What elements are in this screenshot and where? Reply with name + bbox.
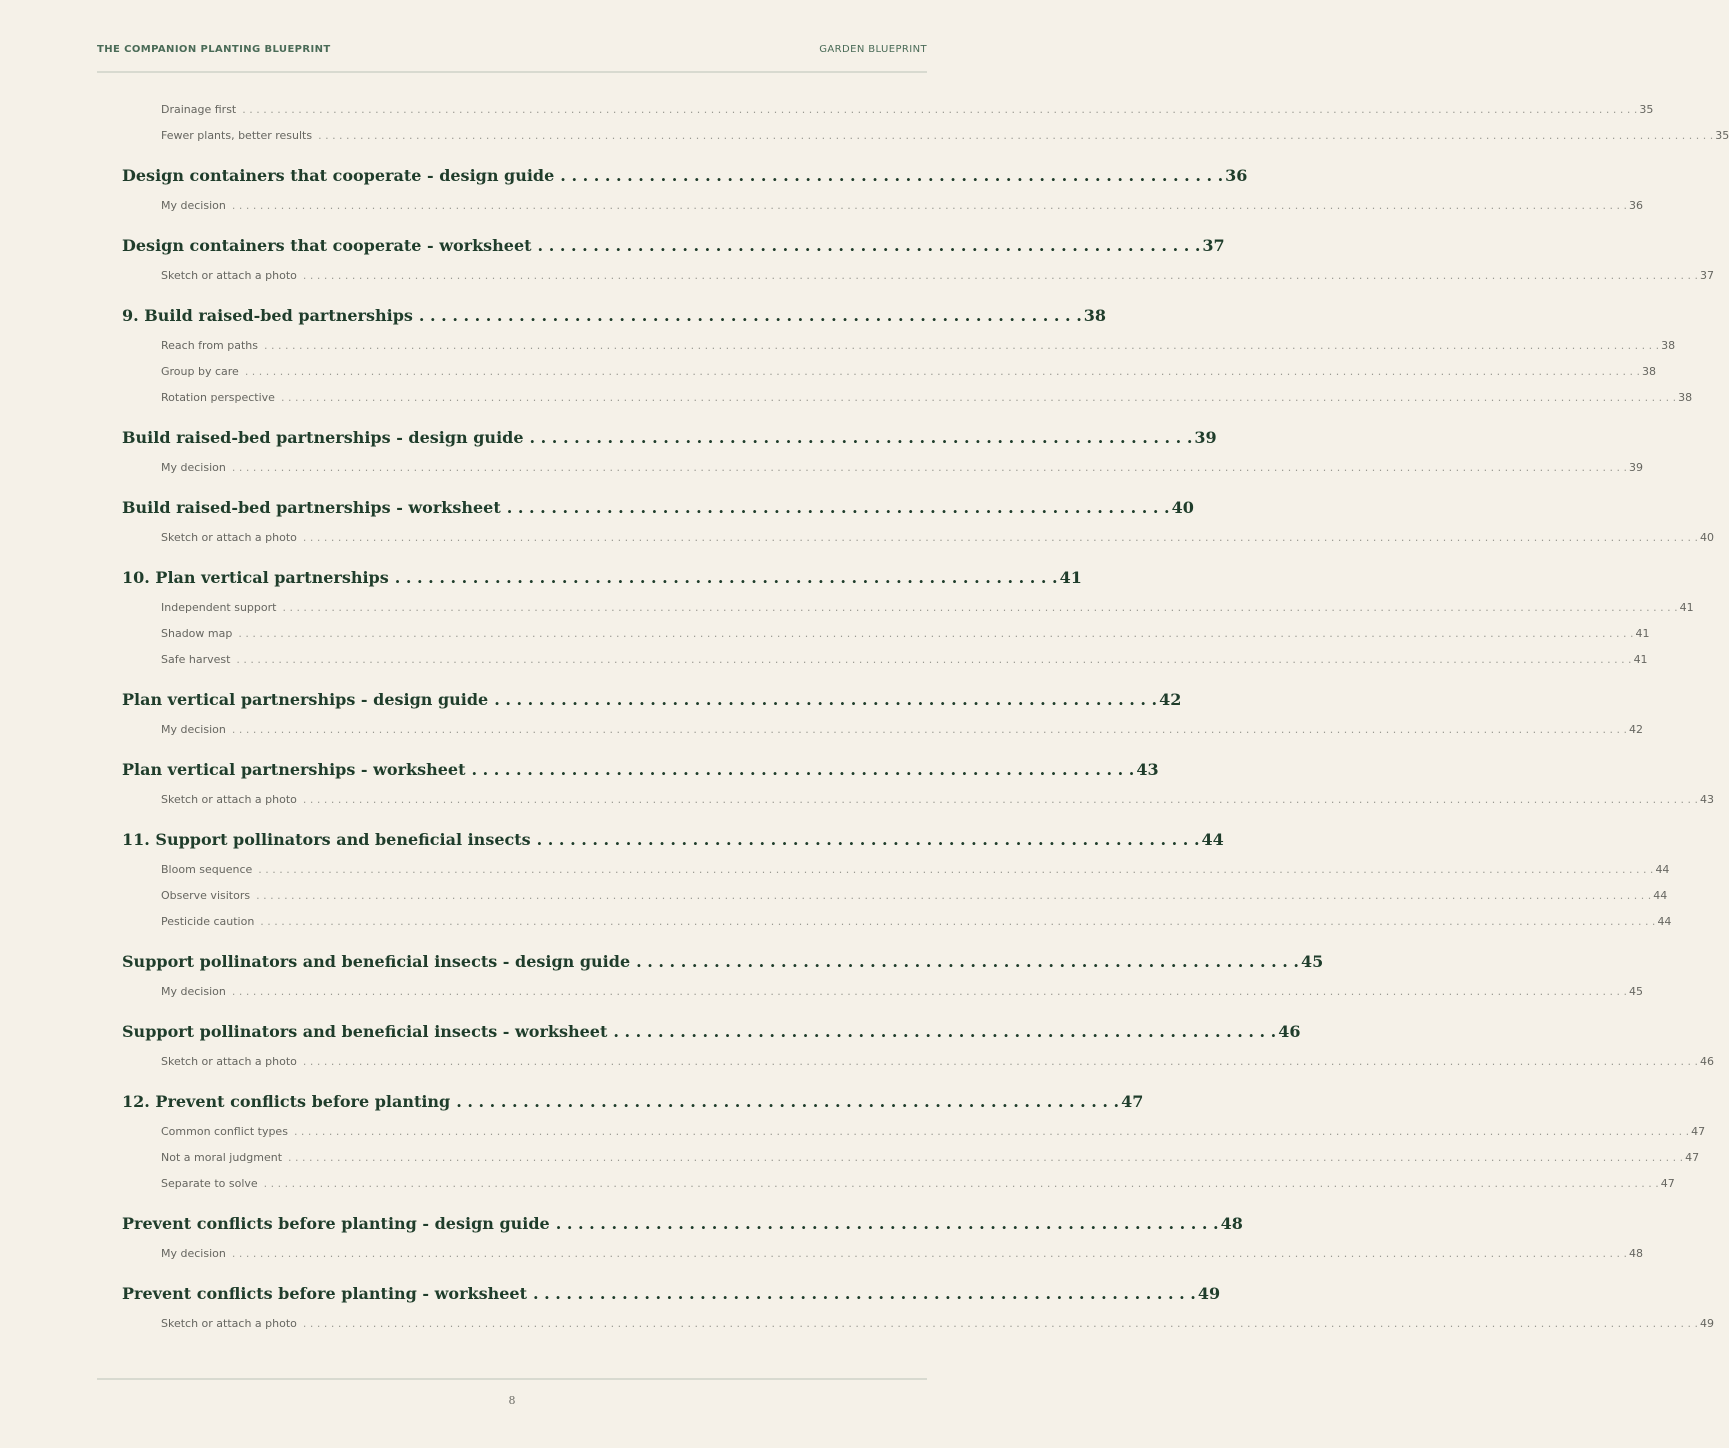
dot-leader: . . . . . . . . . . . . . . . . . . . . . . . . . . . . . . . . . . . . . . . . . . . . . . . . . . . . . . . . . . . . . . . . . . . . . . . . . . . . . . . . . . . . . . . . . . . . . . . . . . . . . . . . . . . . . . . . . . . . . . . . . . . . . . . . . . . . . . . . . . . . . . . . . . . . . . . . . . . . . . . . . . . . . . . . . . . . . . . . . . . . . . . . . . . . . . . . . . . . . . . . xyxy=(244,365,1640,378)
toc-entry-title: Support pollinators and beneficial insects - worksheet xyxy=(122,1022,608,1041)
toc-entry-title: Support pollinators and beneficial insects - design guide xyxy=(122,952,631,971)
toc-subentry[interactable] xyxy=(161,129,1729,147)
dot-leader: . . . . . . . . . . . . . . . . . . . . . . . . . . . . . . . . . . . . . . . . . . . . . . . . . . . . . . . . . . . . . . . . . . . . . . . . . . . . . . . . . . . . . . . . . . . . . . . . . . . . . . . . . . . . . . . . . . . . . . . . . . . . . . . . . . . . . . . . . . . . . . . . . . . . . . . . . . . . . . . . . . . . . . . . . . . . . . . . . . . . . . . . . . . . . . . . . . . . . . . . xyxy=(264,339,1660,352)
toc-page-number: 49 xyxy=(1197,1284,1221,1303)
toc-page-number: 44 xyxy=(1201,830,1224,849)
toc-entry[interactable] xyxy=(122,306,1107,330)
dot-leader: . . . . . . . . . . . . . . . . . . . . . . . . . . . . . . . . . . . . . . . . . . . . . . . . . . . . . . . . . . . . . . . . . . . . . . . . . . . . . . . . . . . . . . . . . . . . . . . . . . . . . . . . . . . . . . . . . . . . . . . . . . . . . . . . . . . . . . . . . . . . . . . . . . . . . . . . . . . . . . . . . . . . . . . . . . . . . . . . . . . . . . . . . . . . . . . . . . . . . . . . xyxy=(282,601,1678,614)
toc-entry-title: My decision xyxy=(161,723,226,736)
toc-page-number: 35 xyxy=(1715,129,1729,142)
dot-leader: . . . . . . . . . . . . . . . . . . . . . . . . . . . . . . . . . . . . . . . . . . . . . . . . . . . . . . . . . . . . xyxy=(532,1284,1196,1303)
toc-entry-title: Group by care xyxy=(161,365,239,378)
toc-page-number: 38 xyxy=(1083,306,1107,325)
toc-subentry[interactable] xyxy=(161,1247,1643,1265)
toc-entry-title: 11. Support pollinators and beneficial insects xyxy=(122,830,531,849)
toc-page-number: 45 xyxy=(1301,952,1324,971)
toc-subentry[interactable] xyxy=(161,653,1648,671)
dot-leader: . . . . . . . . . . . . . . . . . . . . . . . . . . . . . . . . . . . . . . . . . . . . . . . . . . . . . . . . . . . . . . . . . . . . . . . . . . . . . . . . . . . . . . . . . . . . . . . . . . . . . . . . . . . . . . . . . . . . . . . . . . . . . . . . . . . . . . . . . . . . . . . . . . . . . . . . . . . . . . . . . . . . . . . . . . . . . . . . . . . . . . . . . . . . . . . . . . . . . . . . xyxy=(231,985,1627,998)
dot-leader: . . . . . . . . . . . . . . . . . . . . . . . . . . . . . . . . . . . . . . . . . . . . . . . . . . . . . . . . . . . . . . . . . . . . . . . . . . . . . . . . . . . . . . . . . . . . . . . . . . . . . . . . . . . . . . . . . . . . . . . . . . . . . . . . . . . . . . . . . . . . . . . . . . . . . . . . . . . . . . . . . . . . . . . . . . . . . . . . . . . . . . . . . . . . . . . . . . . . . . . . xyxy=(302,793,1699,806)
toc-subentry[interactable] xyxy=(161,863,1670,881)
dot-leader: . . . . . . . . . . . . . . . . . . . . . . . . . . . . . . . . . . . . . . . . . . . . . . . . . . . . . . . . . . . . xyxy=(636,952,1299,971)
toc-entry-title: Common conflict types xyxy=(161,1125,288,1138)
toc-subentry[interactable] xyxy=(161,793,1715,811)
toc-page-number: 41 xyxy=(1633,653,1648,666)
toc-page-number: 36 xyxy=(1628,199,1643,212)
toc-subentry[interactable] xyxy=(161,531,1715,549)
dot-leader: . . . . . . . . . . . . . . . . . . . . . . . . . . . . . . . . . . . . . . . . . . . . . . . . . . . . . . . . . . . . . . . . . . . . . . . . . . . . . . . . . . . . . . . . . . . . . . . . . . . . . . . . . . . . . . . . . . . . . . . . . . . . . . . . . . . . . . . . . . . . . . . . . . . . . . . . . . . . . . . . . . . . . . . . . . . . . . . . . . . . . . . . . . . . . . . . . . . . . . . . xyxy=(302,1055,1699,1068)
toc-subentry[interactable] xyxy=(161,601,1694,619)
dot-leader: . . . . . . . . . . . . . . . . . . . . . . . . . . . . . . . . . . . . . . . . . . . . . . . . . . . . . . . . . . . . . . . . . . . . . . . . . . . . . . . . . . . . . . . . . . . . . . . . . . . . . . . . . . . . . . . . . . . . . . . . . . . . . . . . . . . . . . . . . . . . . . . . . . . . . . . . . . . . . . . . . . . . . . . . . . . . . . . . . . . . . . . . . . . . . . . . . . . . . . . . xyxy=(231,461,1627,474)
toc-entry-title: 12. Prevent conflicts before planting xyxy=(122,1092,451,1111)
book-title: THE COMPANION PLANTING BLUEPRINT xyxy=(97,44,331,55)
toc-entry[interactable] xyxy=(122,760,1159,784)
toc-page-number: 44 xyxy=(1653,889,1668,902)
dot-leader: . . . . . . . . . . . . . . . . . . . . . . . . . . . . . . . . . . . . . . . . . . . . . . . . . . . . . . . . . . . . xyxy=(537,236,1201,255)
toc-entry-title: Sketch or attach a photo xyxy=(161,1317,297,1330)
dot-leader: . . . . . . . . . . . . . . . . . . . . . . . . . . . . . . . . . . . . . . . . . . . . . . . . . . . . . . . . . . . . . . . . . . . . . . . . . . . . . . . . . . . . . . . . . . . . . . . . . . . . . . . . . . . . . . . . . . . . . . . . . . . . . . . . . . . . . . . . . . . . . . . . . . . . . . . . . . . . . . . . . . . . . . . . . . . . . . . . . . . . . . . . . . . . . . . . . . . . . . . . xyxy=(236,653,1632,666)
dot-leader: . . . . . . . . . . . . . . . . . . . . . . . . . . . . . . . . . . . . . . . . . . . . . . . . . . . . . . . . . . . . . . . . . . . . . . . . . . . . . . . . . . . . . . . . . . . . . . . . . . . . . . . . . . . . . . . . . . . . . . . . . . . . . . . . . . . . . . . . . . . . . . . . . . . . . . . . . . . . . . . . . . . . . . . . . . . . . . . . . . . . . . . . . . . . . . . . . . . . . . . . xyxy=(293,1125,1690,1138)
dot-leader: . . . . . . . . . . . . . . . . . . . . . . . . . . . . . . . . . . . . . . . . . . . . . . . . . . . . . . . . . . . . xyxy=(555,1214,1219,1233)
dot-leader: . . . . . . . . . . . . . . . . . . . . . . . . . . . . . . . . . . . . . . . . . . . . . . . . . . . . . . . . . . . . xyxy=(456,1092,1120,1111)
toc-page-number: 38 xyxy=(1678,391,1693,404)
toc-entry-title: Not a moral judgment xyxy=(161,1151,283,1164)
toc-subentry[interactable] xyxy=(161,915,1672,933)
toc-page-number: 39 xyxy=(1628,461,1643,474)
toc-subentry[interactable] xyxy=(161,889,1668,907)
toc-subentry[interactable] xyxy=(161,985,1643,1003)
dot-leader: . . . . . . . . . . . . . . . . . . . . . . . . . . . . . . . . . . . . . . . . . . . . . . . . . . . . . . . . . . . . . . . . . . . . . . . . . . . . . . . . . . . . . . . . . . . . . . . . . . . . . . . . . . . . . . . . . . . . . . . . . . . . . . . . . . . . . . . . . . . . . . . . . . . . . . . . . . . . . . . . . . . . . . . . . . . . . . . . . . . . . . . . . . . . . . . . . . . . . . . . xyxy=(231,723,1627,736)
dot-leader: . . . . . . . . . . . . . . . . . . . . . . . . . . . . . . . . . . . . . . . . . . . . . . . . . . . . . . . . . . . . . . . . . . . . . . . . . . . . . . . . . . . . . . . . . . . . . . . . . . . . . . . . . . . . . . . . . . . . . . . . . . . . . . . . . . . . . . . . . . . . . . . . . . . . . . . . . . . . . . . . . . . . . . . . . . . . . . . . . . . . . . . . . . . . . . . . . . . . . . . . xyxy=(260,915,1656,928)
toc-page-number: 36 xyxy=(1225,166,1248,185)
toc-entry[interactable] xyxy=(122,952,1324,976)
dot-leader: . . . . . . . . . . . . . . . . . . . . . . . . . . . . . . . . . . . . . . . . . . . . . . . . . . . . . . . . . . . . xyxy=(418,306,1082,325)
toc-entry-title: Plan vertical partnerships - worksheet xyxy=(122,760,466,779)
toc-subentry[interactable] xyxy=(161,1055,1715,1073)
toc-entry-title: Safe harvest xyxy=(161,653,231,666)
toc-page-number: 40 xyxy=(1700,531,1715,544)
toc-entry-title: My decision xyxy=(161,461,226,474)
dot-leader: . . . . . . . . . . . . . . . . . . . . . . . . . . . . . . . . . . . . . . . . . . . . . . . . . . . . . . . . . . . . . . . . . . . . . . . . . . . . . . . . . . . . . . . . . . . . . . . . . . . . . . . . . . . . . . . . . . . . . . . . . . . . . . . . . . . . . . . . . . . . . . . . . . . . . . . . . . . . . . . . . . . . . . . . . . . . . . . . . . . . . . . . . . . . . . . . . . . . . . . . xyxy=(258,863,1654,876)
dot-leader: . . . . . . . . . . . . . . . . . . . . . . . . . . . . . . . . . . . . . . . . . . . . . . . . . . . . . . . . . . . . xyxy=(529,428,1193,447)
toc-entry[interactable] xyxy=(122,1214,1243,1238)
toc-entry[interactable] xyxy=(122,568,1082,592)
toc-entry-title: Separate to solve xyxy=(161,1177,258,1190)
toc-entry-title: Bloom sequence xyxy=(161,863,253,876)
toc-subentry[interactable] xyxy=(161,103,1654,121)
toc-entry[interactable] xyxy=(122,236,1225,260)
toc-entry-title: Design containers that cooperate - design guide xyxy=(122,166,555,185)
dot-leader: . . . . . . . . . . . . . . . . . . . . . . . . . . . . . . . . . . . . . . . . . . . . . . . . . . . . . . . . . . . . . . . . . . . . . . . . . . . . . . . . . . . . . . . . . . . . . . . . . . . . . . . . . . . . . . . . . . . . . . . . . . . . . . . . . . . . . . . . . . . . . . . . . . . . . . . . . . . . . . . . . . . . . . . . . . . . . . . . . . . . . . . . . . . . . . . . . . . . . . . . xyxy=(263,1177,1659,1190)
dot-leader: . . . . . . . . . . . . . . . . . . . . . . . . . . . . . . . . . . . . . . . . . . . . . . . . . . . . . . . . . . . . . . . . . . . . . . . . . . . . . . . . . . . . . . . . . . . . . . . . . . . . . . . . . . . . . . . . . . . . . . . . . . . . . . . . . . . . . . . . . . . . . . . . . . . . . . . . . . . . . . . . . . . . . . . . . . . . . . . . . . . . . . . . . . . . . . . . . . . . . . . . xyxy=(238,627,1634,640)
toc-page-number: 47 xyxy=(1121,1092,1144,1111)
toc-entry-title: Rotation perspective xyxy=(161,391,275,404)
dot-leader: . . . . . . . . . . . . . . . . . . . . . . . . . . . . . . . . . . . . . . . . . . . . . . . . . . . . . . . . . . . . xyxy=(506,498,1170,517)
toc-entry[interactable] xyxy=(122,428,1217,452)
dot-leader: . . . . . . . . . . . . . . . . . . . . . . . . . . . . . . . . . . . . . . . . . . . . . . . . . . . . . . . . . . . . xyxy=(613,1022,1277,1041)
dot-leader: . . . . . . . . . . . . . . . . . . . . . . . . . . . . . . . . . . . . . . . . . . . . . . . . . . . . . . . . . . . . xyxy=(536,830,1200,849)
page-number: 8 xyxy=(508,1394,516,1407)
toc-page-number: 47 xyxy=(1691,1125,1706,1138)
toc-page-number: 42 xyxy=(1159,690,1182,709)
toc-entry-title: Prevent conflicts before planting - design guide xyxy=(122,1214,550,1233)
toc-entry-title: Build raised-bed partnerships - worksheet xyxy=(122,498,501,517)
toc-subentry[interactable] xyxy=(161,391,1693,409)
toc-entry-title: Plan vertical partnerships - design guide xyxy=(122,690,489,709)
toc-entry-title: 10. Plan vertical partnerships xyxy=(122,568,389,587)
toc-entry[interactable] xyxy=(122,498,1194,522)
toc-subentry[interactable] xyxy=(161,1177,1675,1195)
toc-entry[interactable] xyxy=(122,690,1182,714)
toc-subentry[interactable] xyxy=(161,627,1650,645)
toc-subentry[interactable] xyxy=(161,1317,1715,1335)
dot-leader: . . . . . . . . . . . . . . . . . . . . . . . . . . . . . . . . . . . . . . . . . . . . . . . . . . . . . . . . . . . . . . . . . . . . . . . . . . . . . . . . . . . . . . . . . . . . . . . . . . . . . . . . . . . . . . . . . . . . . . . . . . . . . . . . . . . . . . . . . . . . . . . . . . . . . . . . . . . . . . . . . . . . . . . . . . . . . . . . . . . . . . . . . . . . . . . . . . . . . . . . xyxy=(302,1317,1699,1330)
toc-page-number: 48 xyxy=(1628,1247,1643,1260)
dot-leader: . . . . . . . . . . . . . . . . . . . . . . . . . . . . . . . . . . . . . . . . . . . . . . . . . . . . . . . . . . . . . . . . . . . . . . . . . . . . . . . . . . . . . . . . . . . . . . . . . . . . . . . . . . . . . . . . . . . . . . . . . . . . . . . . . . . . . . . . . . . . . . . . . . . . . . . . . . . . . . . . . . . . . . . . . . . . . . . . . . . . . . . . . . . . . . . . . . . . . . . . xyxy=(231,1247,1627,1260)
toc-page-number: 35 xyxy=(1639,103,1654,116)
toc-entry-title: Sketch or attach a photo xyxy=(161,1055,297,1068)
toc-subentry[interactable] xyxy=(161,723,1643,741)
toc-entry-title: Prevent conflicts before planting - worksheet xyxy=(122,1284,527,1303)
toc-entry-title: Design containers that cooperate - worksheet xyxy=(122,236,532,255)
toc-page-number: 37 xyxy=(1202,236,1225,255)
toc-page-number: 41 xyxy=(1059,568,1082,587)
toc-page-number: 41 xyxy=(1679,601,1694,614)
toc-entry-title: My decision xyxy=(161,199,226,212)
toc-subentry[interactable] xyxy=(161,199,1643,217)
toc-entry-title: 9. Build raised-bed partnerships xyxy=(122,306,413,325)
toc-entry[interactable] xyxy=(122,830,1224,854)
toc-subentry[interactable] xyxy=(161,365,1656,383)
toc-page-number: 40 xyxy=(1171,498,1194,517)
toc-entry-title: Sketch or attach a photo xyxy=(161,531,297,544)
toc-entry-title: Build raised-bed partnerships - design guide xyxy=(122,428,524,447)
toc-subentry[interactable] xyxy=(161,461,1643,479)
dot-leader: . . . . . . . . . . . . . . . . . . . . . . . . . . . . . . . . . . . . . . . . . . . . . . . . . . . . . . . . . . . . xyxy=(560,166,1224,185)
toc-entry-title: Sketch or attach a photo xyxy=(161,269,297,282)
toc-subentry[interactable] xyxy=(161,1125,1706,1143)
toc-page-number: 39 xyxy=(1194,428,1217,447)
dot-leader: . . . . . . . . . . . . . . . . . . . . . . . . . . . . . . . . . . . . . . . . . . . . . . . . . . . . . . . . . . . . . . . . . . . . . . . . . . . . . . . . . . . . . . . . . . . . . . . . . . . . . . . . . . . . . . . . . . . . . . . . . . . . . . . . . . . . . . . . . . . . . . . . . . . . . . . . . . . . . . . . . . . . . . . . . . . . . . . . . . . . . . . . . . . . . . . . . . . . . . . . xyxy=(280,391,1677,404)
dot-leader: . . . . . . . . . . . . . . . . . . . . . . . . . . . . . . . . . . . . . . . . . . . . . . . . . . . . . . . . . . . . . . . . . . . . . . . . . . . . . . . . . . . . . . . . . . . . . . . . . . . . . . . . . . . . . . . . . . . . . . . . . . . . . . . . . . . . . . . . . . . . . . . . . . . . . . . . . . . . . . . . . . . . . . . . . . . . . . . . . . . . . . . . . . . . . . . . . . . . . . . . xyxy=(231,199,1627,212)
dot-leader: . . . . . . . . . . . . . . . . . . . . . . . . . . . . . . . . . . . . . . . . . . . . . . . . . . . . . . . . . . . . . . . . . . . . . . . . . . . . . . . . . . . . . . . . . . . . . . . . . . . . . . . . . . . . . . . . . . . . . . . . . . . . . . . . . . . . . . . . . . . . . . . . . . . . . . . . . . . . . . . . . . . . . . . . . . . . . . . . . . . . . . . . . . . . . . . . . . . . . . . . xyxy=(302,531,1699,544)
toc-entry[interactable] xyxy=(122,166,1248,190)
toc-entry-title: Fewer plants, better results xyxy=(161,129,313,142)
toc-page-number: 42 xyxy=(1628,723,1643,736)
toc-entry-title: Sketch or attach a photo xyxy=(161,793,297,806)
toc-page-number: 38 xyxy=(1661,339,1676,352)
dot-leader: . . . . . . . . . . . . . . . . . . . . . . . . . . . . . . . . . . . . . . . . . . . . . . . . . . . . . . . . . . . . . . . . . . . . . . . . . . . . . . . . . . . . . . . . . . . . . . . . . . . . . . . . . . . . . . . . . . . . . . . . . . . . . . . . . . . . . . . . . . . . . . . . . . . . . . . . . . . . . . . . . . . . . . . . . . . . . . . . . . . . . . . . . . . . . . . . . . . . . . . . xyxy=(256,889,1652,902)
toc-entry-title: My decision xyxy=(161,985,226,998)
toc-page-number: 44 xyxy=(1655,863,1670,876)
dot-leader: . . . . . . . . . . . . . . . . . . . . . . . . . . . . . . . . . . . . . . . . . . . . . . . . . . . . . . . . . . . . . . . . . . . . . . . . . . . . . . . . . . . . . . . . . . . . . . . . . . . . . . . . . . . . . . . . . . . . . . . . . . . . . . . . . . . . . . . . . . . . . . . . . . . . . . . . . . . . . . . . . . . . . . . . . . . . . . . . . . . . . . . . . . . . . . . . . . . . . . . . xyxy=(288,1151,1684,1164)
toc-page-number: 47 xyxy=(1685,1151,1700,1164)
toc-entry-title: Independent support xyxy=(161,601,277,614)
toc-entry-title: Drainage first xyxy=(161,103,237,116)
toc-entry[interactable] xyxy=(122,1092,1144,1116)
toc-subentry[interactable] xyxy=(161,1151,1700,1169)
dot-leader: . . . . . . . . . . . . . . . . . . . . . . . . . . . . . . . . . . . . . . . . . . . . . . . . . . . . . . . . . . . . xyxy=(394,568,1058,587)
toc-page-number: 38 xyxy=(1641,365,1656,378)
toc-entry-title: Observe visitors xyxy=(161,889,251,902)
toc-entry[interactable] xyxy=(122,1022,1301,1046)
header-divider xyxy=(97,71,927,73)
dot-leader: . . . . . . . . . . . . . . . . . . . . . . . . . . . . . . . . . . . . . . . . . . . . . . . . . . . . . . . . . . . . . . . . . . . . . . . . . . . . . . . . . . . . . . . . . . . . . . . . . . . . . . . . . . . . . . . . . . . . . . . . . . . . . . . . . . . . . . . . . . . . . . . . . . . . . . . . . . . . . . . . . . . . . . . . . . . . . . . . . . . . . . . . . . . . . . . . . . . . . . . . xyxy=(302,269,1699,282)
toc-page-number: 46 xyxy=(1278,1022,1301,1041)
toc-page-number: 41 xyxy=(1635,627,1650,640)
toc-entry-title: Reach from paths xyxy=(161,339,259,352)
toc-page-number: 44 xyxy=(1657,915,1672,928)
dot-leader: . . . . . . . . . . . . . . . . . . . . . . . . . . . . . . . . . . . . . . . . . . . . . . . . . . . . . . . . . . . . . . . . . . . . . . . . . . . . . . . . . . . . . . . . . . . . . . . . . . . . . . . . . . . . . . . . . . . . . . . . . . . . . . . . . . . . . . . . . . . . . . . . . . . . . . . . . . . . . . . . . . . . . . . . . . . . . . . . . . . . . . . . . . . . . . . . . . . . . . . . xyxy=(318,129,1714,142)
toc-page-number: 48 xyxy=(1220,1214,1243,1233)
toc-subentry[interactable] xyxy=(161,269,1715,287)
dot-leader: . . . . . . . . . . . . . . . . . . . . . . . . . . . . . . . . . . . . . . . . . . . . . . . . . . . . . . . . . . . . xyxy=(471,760,1135,779)
toc-page-number: 46 xyxy=(1700,1055,1715,1068)
toc-page-number: 43 xyxy=(1136,760,1159,779)
page-header xyxy=(97,44,927,55)
toc-entry-title: Shadow map xyxy=(161,627,233,640)
dot-leader: . . . . . . . . . . . . . . . . . . . . . . . . . . . . . . . . . . . . . . . . . . . . . . . . . . . . . . . . . . . . xyxy=(494,690,1158,709)
toc-page-number: 45 xyxy=(1628,985,1643,998)
toc-page-number: 47 xyxy=(1660,1177,1675,1190)
dot-leader: . . . . . . . . . . . . . . . . . . . . . . . . . . . . . . . . . . . . . . . . . . . . . . . . . . . . . . . . . . . . . . . . . . . . . . . . . . . . . . . . . . . . . . . . . . . . . . . . . . . . . . . . . . . . . . . . . . . . . . . . . . . . . . . . . . . . . . . . . . . . . . . . . . . . . . . . . . . . . . . . . . . . . . . . . . . . . . . . . . . . . . . . . . . . . . . . . . . . . . . . xyxy=(242,103,1638,116)
toc-page-number: 37 xyxy=(1700,269,1715,282)
brand-name: GARDEN BLUEPRINT xyxy=(819,44,927,55)
toc-entry-title: Pesticide caution xyxy=(161,915,255,928)
toc-entry-title: My decision xyxy=(161,1247,226,1260)
toc-page-number: 49 xyxy=(1700,1317,1715,1330)
toc-subentry[interactable] xyxy=(161,339,1676,357)
footer-divider xyxy=(97,1378,927,1380)
toc-entry[interactable] xyxy=(122,1284,1221,1308)
toc-page-number: 43 xyxy=(1700,793,1715,806)
